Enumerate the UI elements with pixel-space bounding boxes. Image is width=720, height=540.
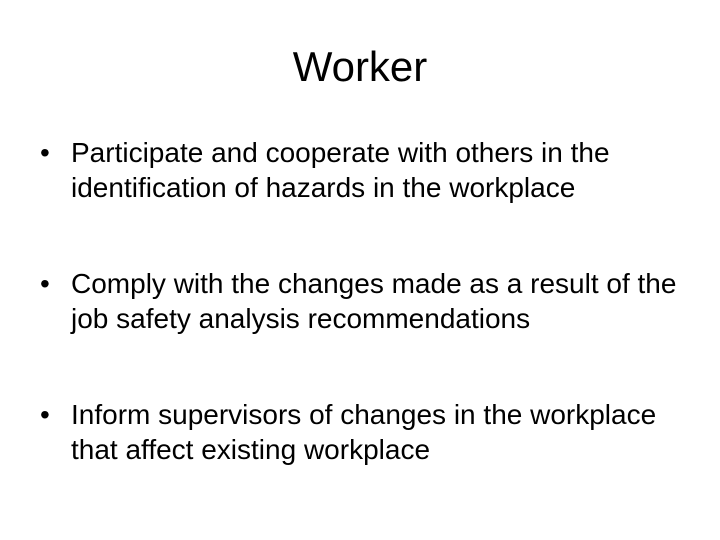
bullet-item: [40, 266, 700, 336]
slide-title: Worker: [292, 43, 428, 90]
bullet-marker: •: [40, 268, 50, 299]
bullet-text: Participate and cooperate with others in the identification of hazards in the workplace: [71, 137, 610, 203]
bullet-item: [40, 135, 700, 205]
bullet-item: [40, 397, 700, 467]
bullet-text: Comply with the changes made as a result of the job safety analysis recommendations: [71, 268, 677, 334]
bullet-marker: •: [40, 399, 50, 430]
bullet-marker: •: [40, 137, 50, 168]
bullet-text: Inform supervisors of changes in the workplace that affect existing workplace: [71, 399, 657, 465]
bullet-list: [40, 135, 700, 528]
